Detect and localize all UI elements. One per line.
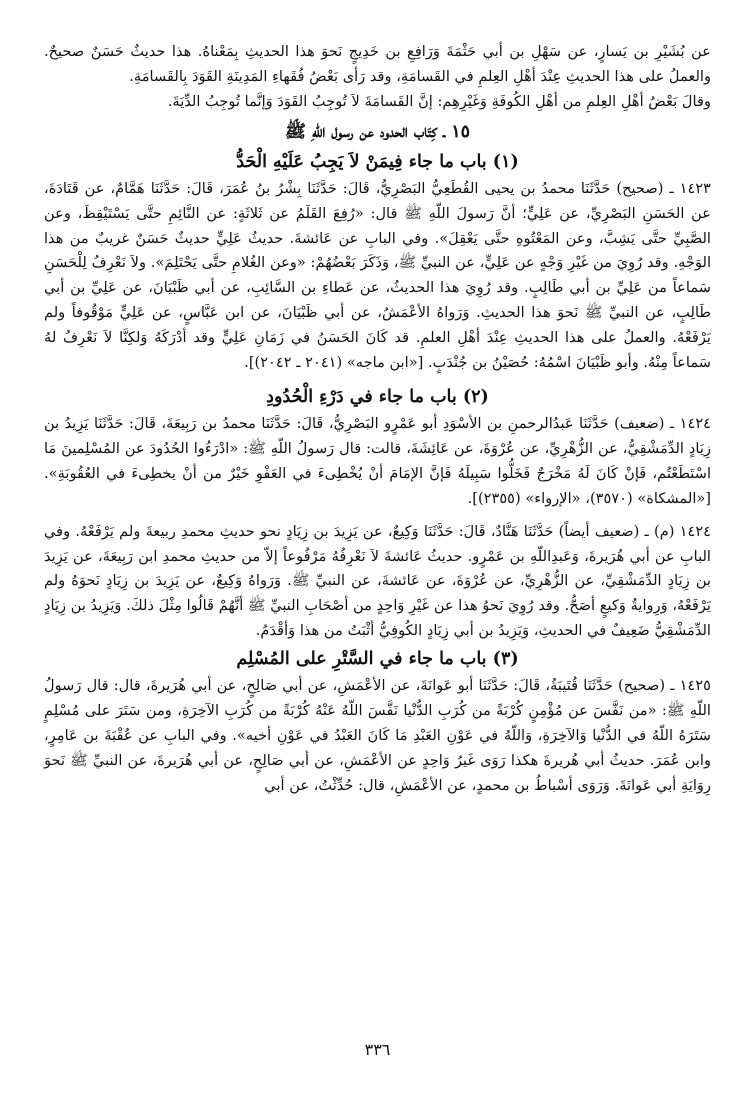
chapter-1-title: (١) باب ما جاء فِيمَنْ لاَ يَجِبُ عَلَيْهِ الْحَدُّ bbox=[236, 151, 519, 172]
intro-paragraph-2: وقالَ بَعْضُ أهْلِ العِلمِ من أهْلِ الكُوفَةِ وَغَيْرِهِم: إنَّ القَسامَةَ لاَ تُوجِبُ القَوَدَ وَإنَّما تُوجِبُ الدِّيَةَ. bbox=[167, 92, 711, 110]
chapter-3-title: (٣) باب ما جاء في السَّتْرِ على المُسْلِم bbox=[236, 649, 519, 670]
page-body bbox=[44, 40, 711, 1094]
hadith-1423: ١٤٢٣ ـ (صحيح) حَدَّثَنَا محمدُ بن يحيى القُطَعِيُّ البَصْرِيُّ، قَالَ: حَدَّثَنَا بِشْرُ بنُ عُمَرَ، قَالَ: حَدَّثَنَا هَمَّامٌ، عن قَتَادَةَ، عن الحَسَنِ البَصْرِيِّ، عن عَلِيٍّ؛ أنَّ رَسولَ اللّهِ ﷺ قال: «رُفِعَ القَلَمُ عن ثَلاثَةٍ: عن النَّائِمِ حتَّى يَسْتَيْقِظَ، وعن الصَّبِيِّ حتَّى يَشِبَّ، وعن المَعْتُوهِ حتَّى يَعْقِلَ». وفي البابِ عن عَائشةَ. حديثُ عَلِيٍّ حديثٌ حَسَنٌ غريبٌ من هذا الوَجْهِ. وقد رُوِيَ من غَيْرِ وَجْهٍ عن عَلِيٍّ، عن النبيِّ ﷺ، وَذَكَرَ بَعْضُهُمْ: «وعن الغُلامِ حتَّى يَحْتَلِمَ». ولاَ نَعْرِفُ لِلْحَسَنِ سَماعاً من عَلِيِّ بن أبي طَالِبٍ. وقد رُوِيَ هذا الحديثُ، عن عَطاءِ بن السَّائِبِ، عن أبي ظَبْيَانَ، عن عَلِيِّ بن أبي طَالِبٍ، عن النبيِّ ﷺ نَحوَ هذا الحديثِ. وَرَواهُ الأعْمَشُ، عن أبي ظَبْيَانَ، عن ابن عَبَّاسٍ، عن عَلِيٍّ مَوْقُوفاً ولم يَرْفَعْهُ. والعملُ على هذا الحديثِ عِنْدَ أهْلِ العلمِ. قد كَانَ الحَسَنُ في زَمَانِ عَلِيٍّ وقد أدْرَكَهُ وَلكِنَّا لاَ نَعْرِفُ لهُ سَماعاً مِنْهُ. وأبو ظَبْيَانَ اسْمُهُ: حُصَيْنُ بن جُنْدَبٍ. [«ابن ماجه» (٢٠٤١ ـ ٢٠٤٢)]. bbox=[44, 179, 711, 372]
hadith-1424: ١٤٢٤ ـ (ضعيف) حَدَّثَنَا عَبدُالرحمنِ بن الأسْوَدِ أبو عَمْرٍو البَصْرِيُّ، قَالَ: حَدَّثَنَا محمدُ بن رَبِيعَةَ، قَالَ: حَدَّثَنَا يَزِيدُ بن زِيَادٍ الدِّمَشْقِيُّ، عن الزُّهْرِيِّ، عن عُرْوَةَ، عن عَائِشَةَ، قالت: قال رَسولُ اللّهِ ﷺ: «ادْرَءُوا الحُدُودَ عن المُسْلِمينَ مَا اسْتَطَعْتُم، فَإنْ كَانَ لَهُ مَخْرَجٌ فَخَلُّوا سَبِيلَهُ فَإنَّ الإمَامَ أنْ يُخْطِىءَ في العَفْوِ خَيْرٌ من أنْ يخطِىءَ في العُقُوبَةِ». [«المشكاة» (٣٥٧٠)، «الإرواء» (٢٣٥٥)]. bbox=[44, 414, 711, 507]
page-number: ٣٣٦ bbox=[364, 1040, 391, 1059]
divider bbox=[44, 512, 711, 520]
intro-paragraph: عن بُشَيْرِ بن يَسارٍ، عن سَهْلِ بن أبي حَثْمَةَ وَرَافِعِ بن خَدِيجٍ نَحوَ هذا الحديثِ بِمَعْناهُ. هذا حديثٌ حَسَنٌ صحيحٌ. والعملُ على هذا الحديثِ عِنْدَ أهْلِ العِلمِ في القَسامَةِ، وقد رَأى بَعْضُ فُقَهاءِ المَدِينَةِ القَوَدَ بِالقَسامَةِ. bbox=[44, 43, 711, 85]
chapter-2-title: (٢) باب ما جاء في دَرْءِ الْحُدُودِ bbox=[266, 386, 489, 407]
hadith-1424-m: ١٤٢٤ (م) ـ (ضعيف أيضاً) حَدَّثَنَا هَنَّادٌ، قَالَ: حَدَّثَنَا وَكِيعٌ، عن يَزِيدَ بن زِيَادٍ نحو حديثِ محمدِ ربيعةَ ولم يَرْفَعْهُ. وفي البابِ عن أبي هُرَيرةَ، وَعَبدِاللّهِ بن عَمْرٍو. حديثُ عَائشةَ لاَ نَعْرِفُهُ مَرْفُوعاً إلاّ من حديثِ محمدِ ابن رَبِيعَةَ، عن يَزِيدَ بن زِيَادٍ الدِّمَشْقِيِّ، عن الزُّهْرِيِّ، عن عُرْوَةَ، عن عَائشةَ، عن النبيِّ ﷺ. وَرَواهُ وَكِيعٌ، عن يَزِيدَ بن زِيَادٍ نَحوَهُ ولم يَرْفَعْهُ، وَرِوايةُ وَكيعٍ أصَحُّ. وقد رُوِيَ نَحوُ هذا عن غَيْرِ وَاحِدٍ من أصْحَابِ النبيِّ ﷺ أنَّهُمْ قَالُوا مِثْلَ ذلكَ. وَيَزِيدُ بن زِيَادٍ الدِّمَشْقِيُّ ضَعِيفٌ في الحديثِ، وَيَزِيدُ بن أبي زِيَادٍ الكُوفِيُّ أثْبَتُ من هذا وَأقْدَمُ. bbox=[44, 522, 711, 640]
book-title: ١٥ ـ كِتَاب الحدود عن رسول اللّهِ ﷺ bbox=[284, 121, 471, 142]
hadith-1425: ١٤٢٥ ـ (صحيح) حَدَّثَنَا قُتَيبَةُ، قَالَ: حَدَّثَنَا أبو عَوانَةَ، عن الأعْمَشِ، عن أبي صَالِحٍ، عن أبي هُرَيرةَ، قال: قال رَسولُ اللّهِ ﷺ: «من نَفَّسَ عن مُؤْمِنٍ كُرْبَةً من كُرَبِ الدُّنْيا نَفَّسَ اللّهُ عَنْهُ كُرْبَةً من كُرَبِ الآخِرَةِ، ومن سَتَرَ على مُسْلِمٍ سَتَرَهُ اللّهُ في الدُّنْيا وَالآخِرَةِ، وَاللّهُ في عَوْنِ العَبْدِ مَا كَانَ العَبْدُ في عَوْنِ أخيه». وفي البابِ عن عُقْبَةَ بن عَامِرٍ، وابن عُمَرَ. حديثُ أبي هُريرةَ هكذا رَوَى غَيرُ وَاحِدٍ عن الأعْمَشِ، عن أبي صَالِحٍ، عن أبي هُرَيرةَ، عن النبيِّ ﷺ نَحوَ رِوَايَةِ أبي عَوانَةَ. وَرَوَى أسْباطُ بن محمدٍ، عن الأعْمَشِ، قال: حُدِّثْتُ، عن أبي bbox=[44, 677, 711, 794]
